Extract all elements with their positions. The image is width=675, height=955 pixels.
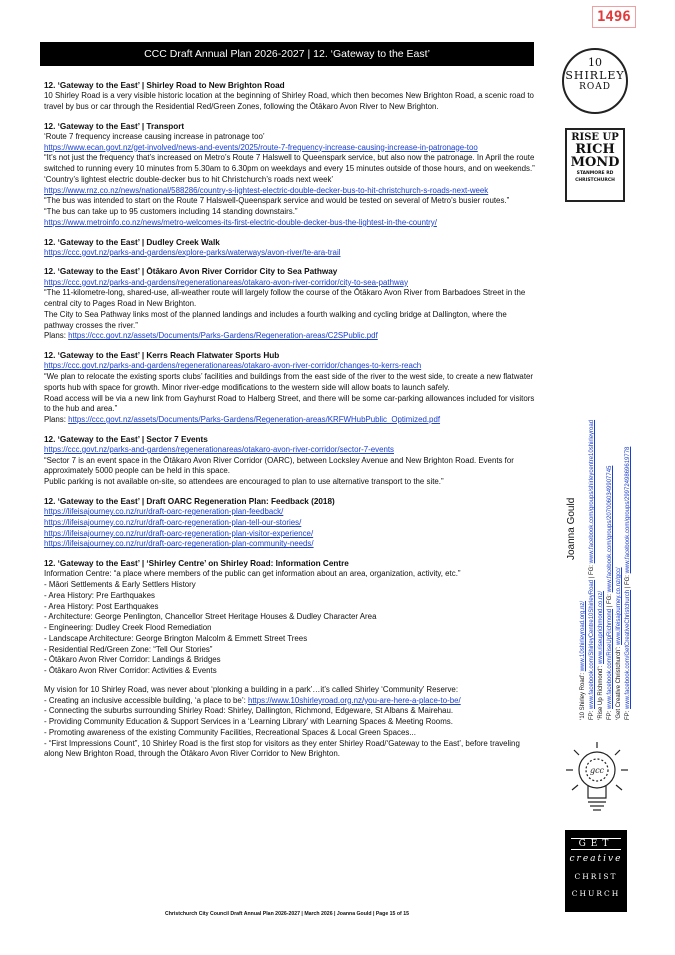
rise-logo-line4: STANMORE RD bbox=[576, 171, 614, 176]
rise-logo-line2: RICH bbox=[575, 142, 615, 157]
page-number: 1496 bbox=[592, 6, 636, 28]
sidebar-link-line bbox=[616, 567, 622, 720]
section bbox=[44, 558, 536, 677]
paragraph-text: - Māori Settlements & Early Settlers History bbox=[44, 580, 196, 589]
sidebar-hyperlink[interactable]: www.facebook.com/RiseUpRichmond bbox=[607, 608, 613, 709]
section bbox=[44, 685, 536, 760]
paragraph-text: “Sector 7 is an event space in the Ōtākaro Avon River Corridor (OARC), between Locksley Avenue and New Brighton Road. Events for approximately 5000 people can be held in this space. bbox=[44, 455, 514, 476]
sidebar-hyperlink[interactable]: www.facebook.com/groups/2997249869619778 bbox=[625, 446, 631, 574]
text-line bbox=[44, 602, 536, 613]
sidebar-hyperlink[interactable]: www.riseuprichmond.co.nz/ bbox=[598, 590, 604, 664]
text-line bbox=[44, 278, 536, 289]
section bbox=[44, 237, 536, 259]
paragraph-text: ‘Route 7 frequency increase causing increase in patronage too’ bbox=[44, 131, 265, 141]
shirley-road-logo bbox=[562, 48, 628, 114]
link-prefix: Plans: bbox=[44, 331, 69, 341]
text-line bbox=[44, 507, 536, 518]
text-line bbox=[44, 372, 536, 394]
section-heading: 12. ‘Gateway to the East’ | Ōtākaro Avon River Corridor City to Sea Pathway bbox=[44, 267, 338, 277]
section-heading: 12. ‘Gateway to the East’ | Shirley Road to New Brighton Road bbox=[44, 81, 285, 90]
link-prefix: Plans: bbox=[44, 415, 69, 425]
paragraph-text: Road access will be via a new link from Gayhurst Road to Halberg Street, and there will be some car-parking allowances included for visitors to the hub and area.” bbox=[44, 393, 535, 414]
sidebar-hyperlink[interactable]: www.facebook.com/GetCreativeChristchurch bbox=[625, 589, 631, 709]
section-heading: 12. ‘Gateway to the East’ | Draft OARC Regeneration Plan: Feedback (2018) bbox=[44, 496, 335, 506]
text-line bbox=[44, 645, 536, 656]
sidebar-hyperlink[interactable]: www.10shirleyroad.org.nz/ bbox=[580, 600, 586, 672]
header-title: CCC Draft Annual Plan 2026-2027 | 12. ‘Gateway to the East’ bbox=[144, 48, 430, 60]
get-logo-line4: CHURCH bbox=[571, 889, 621, 898]
text-line bbox=[44, 143, 536, 154]
section bbox=[44, 350, 536, 426]
hyperlink[interactable]: https://www.metroinfo.co.nz/news/metro-welcomes-its-first-electric-double-decker-bus-the-lightest-in-the-country/ bbox=[44, 217, 437, 227]
hyperlink[interactable]: https://www.ecan.govt.nz/get-involved/news-and-events/2025/route-7-frequency-increase-causing-increase-in-patronage-too bbox=[44, 142, 478, 152]
text-line bbox=[44, 207, 536, 218]
paragraph-text: Information Centre: “a place where members of the public can get information about an area, organization, activity, etc.” bbox=[44, 569, 461, 579]
sidebar-hyperlink[interactable]: www.lifeisajourney.co.nz/gcc/ bbox=[616, 567, 622, 645]
text-line bbox=[44, 456, 536, 478]
sidebar-link-line bbox=[580, 601, 586, 720]
text-line bbox=[44, 132, 536, 143]
section bbox=[44, 434, 536, 488]
paragraph-text: - Ōtākaro Avon River Corridor: Landings & Bridges bbox=[44, 655, 221, 665]
hyperlink[interactable]: https://lifeisajourney.co.nz/rur/draft-oarc-regeneration-plan-community-needs/ bbox=[44, 539, 314, 549]
page-footer: Christchurch City Council Draft Annual Plan 2026-2027 | March 2026 | Joanna Gould | Page 15 of 15 bbox=[164, 911, 409, 917]
rise-logo-line3: MOND bbox=[570, 155, 620, 170]
hyperlink[interactable]: https://lifeisajourney.co.nz/rur/draft-oarc-regeneration-plan-feedback/ bbox=[44, 507, 284, 517]
text-line bbox=[44, 361, 536, 372]
section-heading: 12. ‘Gateway to the East’ | Transport bbox=[44, 121, 185, 131]
paragraph-text: ‘Country’s lightest electric double-decker bus to hit Christchurch’s roads next week’ bbox=[44, 174, 334, 184]
link-prefix: - Creating an inclusive accessible building, ‘a place to be’: bbox=[44, 695, 248, 705]
text-line bbox=[44, 331, 536, 342]
paragraph-text: Public parking is not available on-site, so attendees are encouraged to plan to use alternative transport to the site.” bbox=[44, 477, 444, 487]
paragraph-text: “The bus can take up to 95 customers including 14 standing downstairs.” bbox=[44, 207, 298, 217]
hyperlink[interactable]: https://lifeisajourney.co.nz/rur/draft-oarc-regeneration-plan-visitor-experience/ bbox=[44, 528, 314, 538]
paragraph-text: 10 Shirley Road is a very visible historic location at the beginning of Shirley Road, which then becomes New Brighton Road, a scenic road to travel by bus or car through the Residential Red/Green Zones, following the Ōtākaro Avon River to New Brighton. bbox=[44, 91, 534, 111]
text-line bbox=[44, 518, 536, 529]
shirley-logo-line3: ROAD bbox=[579, 82, 611, 92]
text-line bbox=[44, 186, 536, 197]
header-bar bbox=[40, 42, 534, 66]
hyperlink[interactable]: https://ccc.govt.nz/parks-and-gardens/explore-parks/waterways/avon-river/te-ara-trail bbox=[44, 247, 341, 257]
paragraph-text: My vision for 10 Shirley Road, was never about ‘plonking a building in a park’…it’s called Shirley ‘Community’ Reserve: bbox=[44, 684, 459, 694]
sidebar-hyperlink[interactable]: www.facebook.com/groups/2070060349907745 bbox=[607, 465, 613, 593]
text-line bbox=[44, 685, 536, 696]
text-line bbox=[44, 666, 536, 677]
bulb-logo-text: gcc bbox=[589, 766, 605, 775]
section-heading: 12. ‘Gateway to the East’ | ‘Shirley Centre’ on Shirley Road: Information Centre bbox=[44, 559, 349, 569]
text-line bbox=[44, 739, 536, 761]
paragraph-text: - Engineering: Dudley Creek Flood Remediation bbox=[44, 623, 212, 632]
sidebar-link-prefix: FP: bbox=[607, 708, 613, 720]
rise-up-richmond-logo bbox=[565, 128, 625, 202]
text-line bbox=[44, 623, 536, 634]
paragraph-text: “The 11-kilometre-long, shared-use, all-weather route will largely follow the course of the Ōtākaro Avon River from Barbadoes Street in the central city to Pages Road in New Brighton. bbox=[44, 288, 526, 309]
sidebar-link-separator: | FG: bbox=[607, 592, 613, 609]
paragraph-text: - Residential Red/Green Zone: “Tell Our Stories” bbox=[44, 644, 213, 654]
section bbox=[44, 121, 536, 229]
text-line bbox=[44, 655, 536, 666]
sidebar-link-separator: | FG: bbox=[589, 563, 595, 580]
text-line bbox=[44, 706, 536, 717]
paragraph-text: “We plan to relocate the existing sports clubs’ facilities and buildings from the east side of the river to the west side, to create a new flatwater sports hub with space for growth. Minor river-edge modifications to the western side will allow boats to launch safely. bbox=[44, 372, 534, 392]
paragraph-text: - Promoting awareness of the existing Community Facilities, Recreational Spaces & Local Green Spaces... bbox=[44, 727, 416, 737]
sidebar-link-line bbox=[589, 420, 595, 720]
text-line bbox=[44, 394, 536, 416]
paragraph-text: - Ōtākaro Avon River Corridor: Activities & Events bbox=[44, 666, 217, 675]
hyperlink[interactable]: https://ccc.govt.nz/assets/Documents/Parks-Gardens/Regeneration-areas/KRFWHubPublic_Optimized.pdf bbox=[68, 415, 441, 425]
sidebar-link-prefix: ‘Get Creative Christchurch’: bbox=[616, 644, 622, 720]
sidebar-link-line bbox=[598, 591, 604, 720]
rise-logo-line5: CHRISTCHURCH bbox=[575, 178, 615, 183]
hyperlink[interactable]: https://www.10shirleyroad.org.nz/you-are-here-a-place-to-be/ bbox=[247, 695, 461, 705]
hyperlink[interactable]: https://ccc.govt.nz/parks-and-gardens/regenerationareas/otakaro-avon-river-corridor/city-to-sea-pathway bbox=[44, 277, 409, 287]
paragraph-text: - Area History: Pre Earthquakes bbox=[44, 590, 155, 600]
sidebar-link-line bbox=[607, 466, 613, 720]
sidebar-link-prefix: ‘Rise Up Richmond’: bbox=[598, 663, 604, 720]
hyperlink[interactable]: https://ccc.govt.nz/assets/Documents/Parks-Gardens/Regeneration-areas/C2SPublic.pdf bbox=[68, 331, 378, 341]
sidebar-link-line bbox=[625, 447, 631, 720]
text-line bbox=[44, 529, 536, 540]
sidebar-hyperlink[interactable]: www.facebook.com/ShirleyCentre10ShirleyRoad bbox=[589, 579, 595, 709]
text-line bbox=[44, 175, 536, 186]
paragraph-text: - Architecture: George Penlington, Chancellor Street Heritage Houses & Dudley Character Area bbox=[44, 612, 377, 622]
text-line bbox=[44, 91, 536, 113]
sidebar-link-separator: | FG: bbox=[625, 573, 631, 590]
section bbox=[44, 80, 536, 113]
paragraph-text: “It’s not just the frequency that’s increased on Metro’s Route 7 Halswell to Queenspark service, but also now the patronage. In April the route switched to running every 10 minutes from 5.30am to 6.30pm on weekdays and every 15 minutes outside of those hours, and on weekends.” bbox=[44, 153, 535, 174]
sidebar-link-prefix: ‘10 Shirley Road’: bbox=[580, 671, 586, 720]
section-heading: 12. ‘Gateway to the East’ | Kerrs Reach Flatwater Sports Hub bbox=[44, 351, 280, 361]
text-line bbox=[44, 477, 536, 488]
document-body bbox=[44, 80, 536, 768]
paragraph-text: - “First Impressions Count”, 10 Shirley Road is the first stop for visitors as they enter Shirley Road/‘Gateway to the East’, before traveling along New Brighton Road, through the Ōtākaro Avon River Corridor to New Brighton. bbox=[44, 738, 520, 759]
paragraph-text: - Area History: Post Earthquakes bbox=[44, 601, 159, 611]
text-line bbox=[44, 612, 536, 623]
section-heading: 12. ‘Gateway to the East’ | Sector 7 Events bbox=[44, 434, 208, 444]
hyperlink[interactable]: https://lifeisajourney.co.nz/rur/draft-oarc-regeneration-plan-tell-our-stories/ bbox=[44, 517, 302, 527]
paragraph-text: “The bus was intended to start on the Route 7 Halswell-Queenspark service and would be tested on several of Metro’s busier routes.” bbox=[44, 196, 510, 206]
get-logo-line2: creative bbox=[569, 854, 623, 864]
hyperlink[interactable]: https://ccc.govt.nz/parks-and-gardens/regenerationareas/otakaro-avon-river-corridor/changes-to-kerrs-reach bbox=[44, 361, 422, 371]
section-heading: 12. ‘Gateway to the East’ | Dudley Creek Walk bbox=[44, 237, 220, 247]
text-line bbox=[44, 569, 536, 580]
text-line bbox=[44, 696, 536, 707]
sidebar-hyperlink[interactable]: www.facebook.com/groups/shirleycentre10shirleyroad bbox=[589, 419, 595, 564]
text-line bbox=[44, 539, 536, 550]
get-logo-line1: GET bbox=[571, 838, 621, 850]
text-line bbox=[44, 717, 536, 728]
text-line bbox=[44, 310, 536, 332]
paragraph-text: - Landscape Architecture: George Brington Malcolm & Emmett Street Trees bbox=[44, 633, 308, 643]
text-line bbox=[44, 218, 536, 229]
lightbulb-icon bbox=[564, 738, 630, 822]
hyperlink[interactable]: https://www.rnz.co.nz/news/national/588286/country-s-lightest-electric-double-decker-bus-to-hit-christchurch-s-roads-next-week bbox=[44, 185, 489, 195]
text-line bbox=[44, 288, 536, 310]
get-logo-line3: CHRIST bbox=[574, 872, 618, 881]
rise-logo-line1: RISE UP bbox=[571, 132, 619, 143]
sidebar-link-prefix: FP: bbox=[625, 708, 631, 720]
text-line bbox=[44, 728, 536, 739]
shirley-logo-line1: 10 bbox=[588, 56, 602, 69]
text-line bbox=[44, 415, 536, 426]
shirley-logo-line2: SHIRLEY bbox=[565, 69, 625, 82]
sidebar-link-prefix: FP: bbox=[589, 708, 595, 720]
text-line bbox=[44, 248, 536, 259]
section bbox=[44, 266, 536, 342]
text-line bbox=[44, 445, 536, 456]
sidebar-author: Joanna Gould bbox=[566, 497, 577, 560]
paragraph-text: The City to Sea Pathway links most of the planned landings and includes a fourth walking and cycling bridge at Dallington, where the pathway crosses the river.” bbox=[44, 309, 507, 330]
paragraph-text: - Providing Community Education & Support Services in a ‘Learning Library’ with Learning Spaces & Meeting Rooms. bbox=[44, 717, 453, 726]
text-line bbox=[44, 580, 536, 591]
text-line bbox=[44, 591, 536, 602]
hyperlink[interactable]: https://ccc.govt.nz/parks-and-gardens/regenerationareas/otakaro-avon-river-corridor/sector-7-events bbox=[44, 444, 394, 454]
get-creative-christchurch-logo bbox=[565, 830, 627, 912]
text-line bbox=[44, 196, 536, 207]
text-line bbox=[44, 153, 536, 175]
text-line bbox=[44, 634, 536, 645]
paragraph-text: - Connecting the suburbs surrounding Shirley Road: Shirley, Dallington, Richmond, Edgeware, St Albans & Mairehau. bbox=[44, 706, 454, 716]
section bbox=[44, 496, 536, 550]
